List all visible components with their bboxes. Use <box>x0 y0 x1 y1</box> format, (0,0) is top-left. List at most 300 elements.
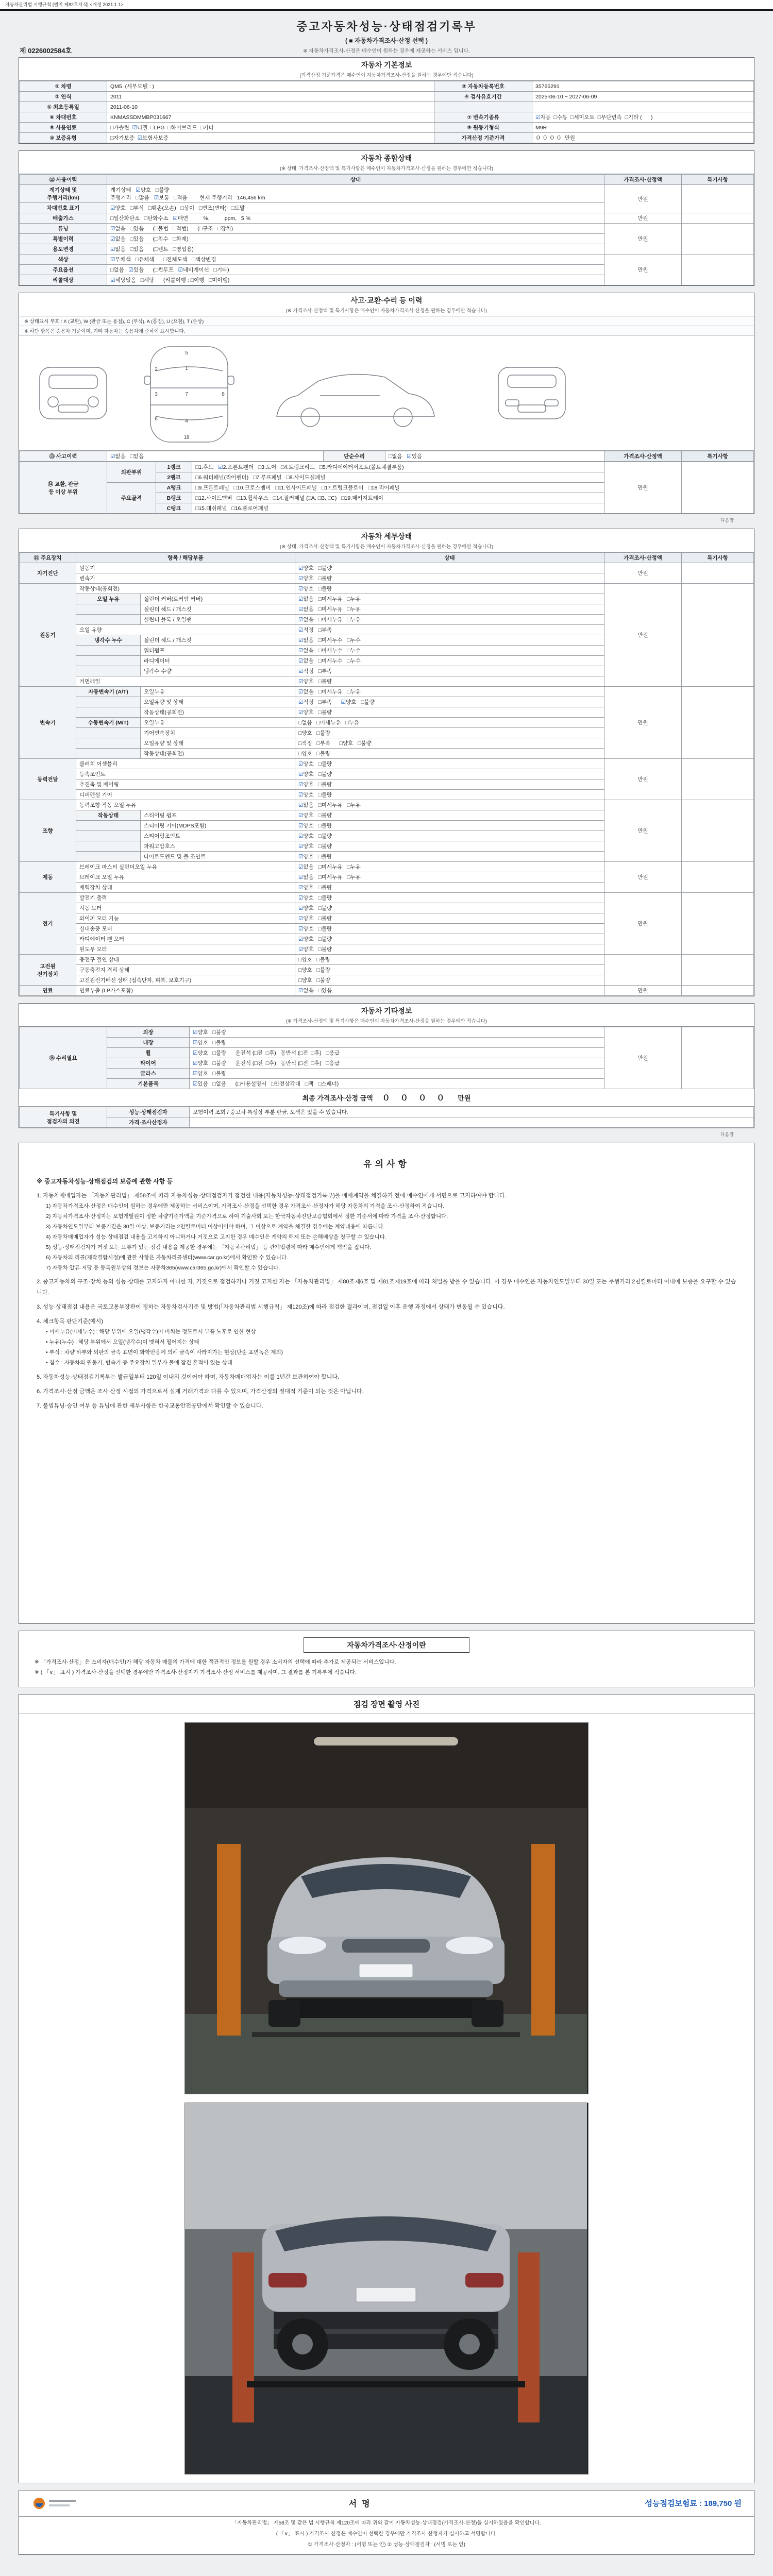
diagram-panel-number: 7 <box>185 392 188 397</box>
notice-line: 7) 자동차 압류·저당 등 등록원부상의 정보는 자동차365(www.car365.go.kr)에서 확인할 수 있습니다. <box>46 1264 280 1271</box>
sub-item-label <box>76 821 141 831</box>
panel-checkboxes: □1.후드 ☑2.프론트펜더 □3.도어 □4.트렁크리드 □5.라디에이터서포트(볼트체결부품) <box>192 462 604 472</box>
basic-info-table <box>19 81 754 143</box>
state-checkboxes: ☑없음 □미세누수 □누수 <box>295 635 604 646</box>
part-name: 오일누유 <box>141 718 295 728</box>
state-checkboxes: ☑양호 □불량 운전석 (□전 □후) 동반석 (□전 □후) □응급 <box>190 1058 604 1069</box>
detail-note: (※ 상태, 가격조사·산정액 및 특기사항은 매수인이 자동차가격조사·산정을 원하는 경우에만 적습니다) <box>19 543 754 552</box>
field-value <box>532 102 754 112</box>
notice-line: 4) 자동차매매업자가 성능·상태점검 내용을 고지하지 아니하거나 거짓으로 고지한 경우 매수인은 계약의 해제 또는 손해배상을 청구할 수 있습니다. <box>46 1233 386 1240</box>
basic-info-note: (가격산정 기준가격은 매수인이 자동차가격조사·산정을 원하는 경우에만 적습니다) <box>19 71 754 81</box>
field-label: ⑥ 차대번호 <box>20 112 107 123</box>
remark-cell <box>682 584 754 687</box>
sub-item-label <box>76 666 141 676</box>
extra-table <box>19 1027 754 1089</box>
state-checkboxes: ☑없음 □미세누유 □누유 <box>295 800 604 810</box>
usage-item-label: 주요옵션 <box>20 265 107 275</box>
notice-line: 3) 자동차인도일부터 보증기간은 30일 이상, 보증거리는 2천킬로미터 이상이어야 하며, 그 이상으로 계약을 체결한 경우에는 계약내용에 따릅니다. <box>46 1223 385 1230</box>
price-cell: 만원 <box>604 687 682 759</box>
remark-cell <box>682 955 754 986</box>
accident-note: (※ 가격조사·산정액 및 특기사항은 매수인이 자동차가격조사·산정을 원하는 경우에만 적습니다) <box>19 307 754 316</box>
exchange-parts-table <box>19 462 754 514</box>
sub-item-label <box>76 615 141 625</box>
price-cell: 만원 <box>604 800 682 862</box>
overall-table <box>19 174 754 285</box>
part-name: 윈도우 모터 <box>76 944 295 955</box>
remark-cell <box>682 185 754 213</box>
panel-group-label: 외판부위 <box>107 462 156 483</box>
part-name: 스티어링 기어(MDPS포함) <box>141 821 295 831</box>
item-label: 글라스 <box>107 1069 190 1079</box>
usage-item-label: 차대번호 표기 <box>20 203 107 213</box>
state-checkboxes: ☑없음 □미세누수 □누수 <box>295 646 604 656</box>
part-name: 냉각수 수량 <box>141 666 295 676</box>
opinion-author-label: 가격·조사산정자 <box>107 1117 190 1128</box>
sub-item-label <box>76 841 141 852</box>
device-label: 변속기 <box>20 687 76 759</box>
field-value: ０ ０ ０ ０ 만원 <box>532 133 754 143</box>
state-checkboxes: ☑무채색 □유채색 □전체도색 □색상변경 <box>107 255 604 265</box>
page-title: 중고자동차성능·상태점검기록부 <box>296 20 477 33</box>
section-basic-info <box>19 57 754 144</box>
notice-line: • 누유(누수) : 해당 부위에서 오일(냉각수)이 맺혀서 떨어지는 상태 <box>46 1338 199 1345</box>
field-value: M9R <box>532 123 754 133</box>
column-header: 가격조사·산정액 <box>604 175 682 185</box>
remark-cell <box>682 224 754 255</box>
sub-item-label: 냉각수 누수 <box>76 635 141 646</box>
column-header: ⑮ 주요장치 <box>20 553 76 563</box>
part-name: 파워고압호스 <box>141 841 295 852</box>
opinion-text: 보험이력 조회 / 중고차 특성상 부분 판금, 도색은 있을 수 있습니다. <box>190 1107 754 1117</box>
price-cell: 만원 <box>604 862 682 893</box>
part-name: 오일누유 <box>141 687 295 697</box>
field-value: □자가보증 ☑보험사보증 <box>107 133 434 143</box>
sub-item-label <box>76 852 141 862</box>
state-checkboxes: ☑양호 □불량 <box>295 810 604 821</box>
part-name: 작동상태(공회전) <box>141 707 295 718</box>
device-label: 자기진단 <box>20 563 76 584</box>
field-value: QM5 (세부모델 : ) <box>107 81 434 92</box>
notice-line: 3. 성능·상태점검 내용은 국토교통부장관이 정하는 자동차검사기준 및 방법(「자동차관리법 시행규칙」 제120조)에 따라 점검한 결과이며, 점검일 이후 운행 과정에서 상태가 변동될 수 있습니다. <box>37 1304 505 1311</box>
notice-line: 6) 자동차의 리콜(제작결함시정)에 관한 사항은 자동차리콜센터(www.car.go.kr)에서 확인할 수 있습니다. <box>46 1254 288 1261</box>
remark-cell <box>682 462 754 514</box>
part-name: 배력장치 상태 <box>76 883 295 893</box>
part-name: 구동축전지 격리 상태 <box>76 965 295 975</box>
part-name: 브레이크 마스터 실린더오일 누유 <box>76 862 295 872</box>
part-name: 클러치 어셈블리 <box>76 759 295 769</box>
photo-rear-underbody <box>185 2103 587 2474</box>
sub-item-label <box>76 707 141 718</box>
part-name: 시동 모터 <box>76 903 295 913</box>
section-inspection-photos <box>19 1694 754 2483</box>
price-cell: 만원 <box>604 213 682 224</box>
column-header: 특기사항 <box>682 553 754 563</box>
price-column-header: 가격조사·산정액 <box>604 451 682 462</box>
state-checkboxes: ☑양호 □불량 <box>295 841 604 852</box>
state-checkboxes: ☑양호 □불량 <box>190 1038 604 1048</box>
sub-item-label <box>76 646 141 656</box>
panel-checkboxes: □6.쿼터패널(리어펜더) □7.루프패널 □8.사이드실패널 <box>192 472 604 483</box>
state-checkboxes: ☑양호 □불량 <box>295 676 604 687</box>
accident-history-table <box>19 451 754 462</box>
usage-item-label: 색상 <box>20 255 107 265</box>
device-label: 전기 <box>20 893 76 955</box>
premium-value: 189,750 원 <box>704 2499 742 2509</box>
item-label: 휠 <box>107 1048 190 1058</box>
state-checkboxes: ☑양호 □불량 <box>295 769 604 779</box>
item-label: 타이어 <box>107 1058 190 1069</box>
part-name: 발전기 출력 <box>76 893 295 903</box>
state-checkboxes: ☑양호 □불량 <box>190 1069 604 1079</box>
price-cell: 만원 <box>604 224 682 255</box>
device-label: 원동기 <box>20 584 76 687</box>
part-name: 오일유량 및 상태 <box>141 697 295 707</box>
part-name: 작동상태(공회전) <box>76 584 295 594</box>
notice-line: • 부식 : 차량 하부와 외판의 금속 표면이 화학반응에 의해 금속이 사라져가는 현상(단순 표면녹은 제외) <box>46 1349 283 1355</box>
accident-title: 사고·교환·수리 등 이력 <box>19 293 754 307</box>
part-name: 충전구 절연 상태 <box>76 955 295 965</box>
notice-line: 5. 자동차성능·상태점검기록부는 발급일부터 120일 이내의 것이어야 하며, 자동차매매업자는 이를 1년간 보관하여야 합니다. <box>37 1374 340 1380</box>
document-number: 제 0226002584호 <box>20 47 72 55</box>
state-checkboxes: □양호 □불량 <box>295 965 604 975</box>
panel-group-label: 주요골격 <box>107 483 156 514</box>
next-page-marker: 다음장 <box>720 518 734 523</box>
sub-item-label <box>76 697 141 707</box>
remark-cell <box>682 759 754 800</box>
part-name: 동력조향 작동 오일 누유 <box>76 800 295 810</box>
diagram-panel-number: 4 <box>185 418 188 424</box>
diagram-panel-number: 6 <box>155 416 158 422</box>
state-checkboxes: ☑양호 □불량 <box>295 944 604 955</box>
device-label: 제동 <box>20 862 76 893</box>
section-overall-condition <box>19 150 754 286</box>
device-label: 고전원 전기장치 <box>20 955 76 986</box>
notice-line: 5) 성능·상태점검자가 거짓 또는 오류가 있는 점검 내용을 제공한 경우에는 「자동차관리법」 등 관계법령에 따라 매수인에게 책임을 집니다. <box>46 1244 372 1250</box>
usage-item-label: 특별이력 <box>20 234 107 244</box>
field-value: □가솔린 ☑디젤 □LPG □하이브리드 □기타 <box>107 123 434 133</box>
state-checkboxes: ☑양호 □불량 <box>190 1027 604 1038</box>
state-code-legend: ※ 상태표시 부호 : X (교환), W (판금 또는 용접), C (부식), A (흠집), U (요철), T (손상) <box>19 316 754 326</box>
state-checkboxes: ☑있음 □없음 (□사용설명서 □안전삼각대 □잭 □스패너) <box>190 1079 604 1089</box>
part-name: 실린더 커버(로커암 커버) <box>141 594 295 604</box>
state-checkboxes: ☑없음 □있음 (□렌트 □영업용) <box>107 244 604 255</box>
device-label: 동력전달 <box>20 759 76 800</box>
opinion-author-label: 성능·상태점검자 <box>107 1107 190 1117</box>
notice-line: 7. 불법튜닝·승인 여부 등 튜닝에 관한 세부사항은 한국교통안전공단에서 확인할 수 있습니다. <box>37 1402 263 1409</box>
state-checkboxes: ☑양호 □불량 운전석 (□전 □후) 동반석 (□전 □후) □응급 <box>190 1048 604 1058</box>
state-checkboxes: ☑없음 □미세누유 □누유 <box>295 594 604 604</box>
field-value: 2025-06-10 ~ 2027-06-09 <box>532 92 754 102</box>
sub-item-label: 자동변속기 (A/T) <box>76 687 141 697</box>
price-survey-lines <box>35 1658 738 1677</box>
remark-cell <box>682 862 754 893</box>
inspector-opinion-table <box>19 1107 754 1128</box>
field-label: ⑩ 보증유형 <box>20 133 107 143</box>
rank-label: B랭크 <box>156 493 192 503</box>
accident-history-state: ☑없음 □있음 <box>107 451 324 462</box>
price-survey-signature-note: ( 「∨」 표시 ) 가격조사·산정은 매수인이 선택한 경우에만 가격조사·산정자가 실시하고 서명합니다. <box>276 2531 497 2537</box>
state-checkboxes: ☑양호 □불량 <box>295 913 604 924</box>
detail-title: 자동차 세부상태 <box>19 529 754 543</box>
inspection-photo-1 <box>184 1722 589 2094</box>
exchange-section-label: ⑭ 교환, 판금 등 이상 부위 <box>20 462 107 514</box>
remark-cell <box>682 213 754 224</box>
usage-item-label: 배출가스 <box>20 213 107 224</box>
column-header: 항목 / 해당부품 <box>76 553 295 563</box>
part-name: 스티어링 펌프 <box>141 810 295 821</box>
column-header: 특기사항 <box>682 175 754 185</box>
diagram-panel-number: 18 <box>183 435 190 440</box>
field-value: KNMASSDMMBP031667 <box>107 112 434 123</box>
state-checkboxes: ☑없음 □있음 (□침수 □화재) <box>107 234 604 244</box>
field-label <box>434 102 532 112</box>
notices-list <box>37 1191 736 1411</box>
state-checkboxes: ☑양호 □불량 <box>295 563 604 573</box>
state-checkboxes: ☑양호 □불량 <box>295 883 604 893</box>
section-signature <box>19 2490 754 2555</box>
vehicle-damage-diagram <box>19 336 754 451</box>
opinion-text <box>190 1117 754 1128</box>
diagram-panel-number: 1 <box>185 366 188 371</box>
part-name: 브레이크 오일 누유 <box>76 872 295 883</box>
field-label: ① 차명 <box>20 81 107 92</box>
panel-checkboxes: □12.사이드멤버 □13.휠하우스 □14.필러패널 (□A, □B, □C) □19.패키지트레이 <box>192 493 604 503</box>
remark-cell <box>682 893 754 955</box>
state-checkboxes: ☑해당없음 □해당 (리콜이행 : □이행 □미이행) <box>107 275 604 285</box>
final-price-unit: 만원 <box>458 1094 471 1102</box>
diagram-panel-number: 3 <box>155 392 158 397</box>
part-name: 변속기 <box>76 573 295 584</box>
state-checkboxes: □양호 □불량 <box>295 749 604 759</box>
accident-history-label: ⑬ 사고이력 <box>20 451 107 462</box>
column-header: 가격조사·산정액 <box>604 553 682 563</box>
signature-heading: 서명 <box>348 2500 375 2509</box>
state-checkboxes: ☑없음 □미세누유 □누유 <box>295 604 604 615</box>
diagram-panel-number: 2 <box>155 367 158 372</box>
state-checkboxes: ☑없음 □있음 <box>295 986 604 996</box>
part-name: 와이퍼 모터 기능 <box>76 913 295 924</box>
final-price-value: ０ ０ ０ ０ <box>382 1094 449 1103</box>
rank-label: 1랭크 <box>156 462 192 472</box>
detail-table <box>19 552 754 996</box>
state-checkboxes: ☑적정 □부족 ☑양호 □불량 <box>295 697 604 707</box>
notice-line: • 침수 : 자동차의 원동기, 변속기 등 주요장치 일부가 물에 잠긴 흔적이 있는 상태 <box>46 1359 232 1366</box>
signer-lines: ① 가격조사·산정자 : (서명 또는 인) ② 성능·상태점검자 : (서명 또는 인) <box>308 2541 465 2548</box>
sub-item-label <box>76 728 141 738</box>
price-cell: 만원 <box>604 893 682 955</box>
part-name: 고전원전기배선 상태 (접속단자, 피복, 보호기구) <box>76 975 295 986</box>
sub-item-label: 오일 누유 <box>76 594 141 604</box>
vehicle-type-legend: ※ 하단 항목은 승용차 기준이며, 기타 자동차는 승용차에 준하여 표시합니다. <box>19 326 754 336</box>
notice-line: 2. 중고자동차의 구조·장치 등의 성능·상태를 고지하지 아니한 자, 거짓으로 점검하거나 거짓 고지한 자는 「자동차관리법」 제80조제6호 및 제81조제19호에 따라 처벌을 받을 수 있습니다. 이 경우 매수인은 자동차인도일부터 30일 또는 주행거리 2천킬로미터 이내에 보증을 요구할 수 있습니다. <box>37 1279 736 1296</box>
state-checkboxes: □없음 □미세누유 □누유 <box>295 718 604 728</box>
section-accident-history <box>19 293 754 514</box>
panel-checkboxes: □15.대쉬패널 □16.플로어패널 <box>192 503 604 514</box>
field-label: ② 자동차등록번호 <box>434 81 532 92</box>
remark-cell <box>682 563 754 584</box>
field-value: 35765291 <box>532 81 754 92</box>
state-checkboxes: □적정 □부족 □양호 □불량 <box>295 738 604 749</box>
remark-cell <box>682 687 754 759</box>
extra-title: 자동차 기타정보 <box>19 1004 754 1017</box>
part-name: 원동기 <box>76 563 295 573</box>
section-detailed-condition <box>19 529 754 996</box>
notices-title: 유의사항 <box>363 1159 410 1169</box>
car-outline-views <box>19 339 586 447</box>
remark-cell <box>682 800 754 862</box>
state-checkboxes: □양호 □불량 <box>295 728 604 738</box>
part-name: 실린더 헤드 / 개스킷 <box>141 635 295 646</box>
field-label: ④ 검사유효기간 <box>434 92 532 102</box>
document-header <box>19 14 754 57</box>
state-checkboxes: ☑양호 □불량 <box>295 852 604 862</box>
price-cell <box>604 955 682 986</box>
final-price-row <box>19 1089 754 1107</box>
part-name: 작동상태(공회전) <box>141 749 295 759</box>
notice-line: 6. 가격조사·산정 금액은 조사·산정 시점의 가격으로서 실제 거래가격과 다를 수 있으며, 가격산정의 절대적 기준이 되는 것은 아닙니다. <box>37 1388 364 1395</box>
section-notices <box>19 1143 754 1624</box>
opinion-section-label: 특기사항 및 점검자의 의견 <box>20 1107 107 1128</box>
overall-title: 자동차 종합상태 <box>19 151 754 164</box>
state-checkboxes: ☑양호 □불량 <box>295 934 604 944</box>
basic-info-title: 자동차 기본정보 <box>19 58 754 71</box>
notice-line: • 미세누유(미세누수) : 해당 부위에 오일(냉각수)이 비치는 정도로서 부품 노후로 인한 현상 <box>46 1329 256 1335</box>
price-option-subtitle: ( ■ 자동차가격조사·산정 선택 ) <box>345 37 428 44</box>
part-name: 추진축 및 베어링 <box>76 779 295 790</box>
column-header: 상태 <box>107 175 604 185</box>
field-label: 가격산정 기준가격 <box>434 133 532 143</box>
form-reference: 자동차관리법 시행규칙 [별지 제82호서식] <개정 2021.1.1> <box>0 0 773 9</box>
price-cell: 만원 <box>604 759 682 800</box>
state-checkboxes: ☑없음 □미세누유 □누유 <box>295 872 604 883</box>
state-checkboxes: □양호 □불량 <box>295 975 604 986</box>
notices-subtitle: ※ 중고자동차성능·상태점검의 보증에 관한 사항 등 <box>37 1178 173 1185</box>
part-name: 라디에이터 팬 모터 <box>76 934 295 944</box>
simple-repair-state: □없음 ☑있음 <box>385 451 604 462</box>
part-name: 기어변속장치 <box>141 728 295 738</box>
state-checkboxes: ☑양호 □불량 <box>295 924 604 934</box>
inspection-company-logo <box>31 2496 79 2511</box>
price-cell: 만원 <box>604 563 682 584</box>
sub-item-label: 작동상태 <box>76 810 141 821</box>
field-value: ☑자동 □수동 □세미오토 □무단변속 □기타 ( ) <box>532 112 754 123</box>
inspection-photo-2 <box>184 2103 589 2475</box>
price-cell: 만원 <box>604 185 682 213</box>
price-survey-line: ※ 「가격조사·산정」은 소비자(매수인)가 해당 자동차 매물의 가격에 대한 객관적인 정보를 원할 경우 소비자의 선택에 따라 추가로 제공되는 서비스입니다. <box>35 1659 396 1665</box>
item-label: 외장 <box>107 1027 190 1038</box>
state-checkboxes: ☑양호 □불량 <box>295 831 604 841</box>
state-checkboxes: ☑양호 □불량 <box>295 893 604 903</box>
state-checkboxes: ☑양호 □불량 <box>295 573 604 584</box>
remark-cell <box>682 255 754 285</box>
state-checkboxes: □일산화탄소 □탄화수소 ☑매연 %, ppm, 5 % <box>107 213 604 224</box>
state-checkboxes: ☑양호 □부식 □훼손(오손) □상이 □변조(변타) □도말 <box>107 203 604 213</box>
usage-item-label: 계기상태 및 주행거리(km) <box>20 185 107 203</box>
state-checkboxes: ☑적정 □부족 <box>295 625 604 635</box>
overall-note: (※ 상태, 가격조사·산정액 및 특기사항은 매수인이 자동차가격조사·산정을 원하는 경우에만 적습니다) <box>19 164 754 174</box>
repair-needed-label: ⑯ 수리필요 <box>20 1027 107 1089</box>
field-label: ⑨ 원동기형식 <box>434 123 532 133</box>
column-header: 상태 <box>295 553 604 563</box>
diagram-panel-number: 5 <box>185 350 188 356</box>
state-checkboxes: ☑없음 □미세누수 □누수 <box>295 656 604 666</box>
remark-cell <box>682 1027 754 1089</box>
price-option-note: ※ 자동차가격조사·산정은 매수인이 원하는 경우에 제공하는 서비스 입니다. <box>303 48 470 54</box>
state-checkboxes: ☑없음 □미세누유 □누유 <box>295 615 604 625</box>
sub-item-label <box>76 831 141 841</box>
usage-item-label: 리콜대상 <box>20 275 107 285</box>
column-header: ⑫ 사용이력 <box>20 175 107 185</box>
premium-label: 성능점검보험료 : <box>645 2499 702 2509</box>
rank-label: A랭크 <box>156 483 192 493</box>
part-name: 등속조인트 <box>76 769 295 779</box>
state-checkboxes: ☑적정 □부족 <box>295 666 604 676</box>
panel-checkboxes: □9.프론트패널 □10.크로스멤버 □11.인사이드패널 □17.트렁크플로어 □18.리어패널 <box>192 483 604 493</box>
diagram-panel-number: 8 <box>222 392 225 397</box>
sub-item-label <box>76 738 141 749</box>
notice-line: 4. 체크항목 판단기준(예시) <box>37 1318 103 1325</box>
notice-line: 1) 자동차가격조사·산정은 매수인이 원하는 경우에만 제공하는 서비스이며, 가격조사·산정을 선택한 경우 가격조사·산정자가 해당 자동차의 가격을 조사·산정하여 적습니다. <box>46 1202 444 1209</box>
usage-item-label: 용도변경 <box>20 244 107 255</box>
part-name: 타이로드엔드 및 볼 조인트 <box>141 852 295 862</box>
state-checkboxes: ☑양호 □불량 <box>295 779 604 790</box>
legal-confirmation-line: 「자동차관리법」 제58조 및 같은 법 시행규칙 제120조에 따라 위와 같이 자동차성능·상태점검(가격조사·산정)을 실시하였음을 확인합니다. <box>232 2520 541 2526</box>
price-cell: 만원 <box>604 1027 682 1089</box>
item-label: 기본품목 <box>107 1079 190 1089</box>
price-survey-line: ※ ( 「∨」 표시 ) 가격조사·산정을 선택한 경우에만 가격조사·산정자가 가격조사·산정 서비스를 제공하며, 그 결과를 본 기록부에 적습니다. <box>35 1669 357 1675</box>
sub-item-label <box>76 604 141 615</box>
price-cell: 만원 <box>604 584 682 687</box>
sub-item-label <box>76 656 141 666</box>
part-name: 실린더 블록 / 오일팬 <box>141 615 295 625</box>
rank-label: C랭크 <box>156 503 192 514</box>
field-label: ③ 연식 <box>20 92 107 102</box>
device-label: 연료 <box>20 986 76 996</box>
photos-title: 점검 장면 촬영 사진 <box>19 1694 754 1714</box>
usage-item-label: 튜닝 <box>20 224 107 234</box>
state-checkboxes: ☑양호 □불량 <box>295 584 604 594</box>
state-checkboxes: ☑양호 □불량 <box>295 759 604 769</box>
simple-repair-label: 단순수리 <box>324 451 385 462</box>
rank-label: 2랭크 <box>156 472 192 483</box>
part-name: 워터펌프 <box>141 646 295 656</box>
price-survey-title: 자동차가격조사·산정이란 <box>304 1637 469 1653</box>
notice-line: 2) 자동차가격조사·산정자는 보험개발원이 정한 차량기준가액을 기준가격으로 하여 기술사회 또는 한국자동차진단보증협회에서 정한 기준서에 따라 가격을 조사·산정합니다. <box>46 1213 448 1219</box>
section-price-survey-info <box>19 1631 754 1687</box>
state-checkboxes: ☑양호 □불량 <box>295 790 604 800</box>
part-name: 연료누출 (LP가스포함) <box>76 986 295 996</box>
photo-front-underbody <box>185 1723 587 2094</box>
item-label: 내장 <box>107 1038 190 1048</box>
state-checkboxes: ☑없음 □미세누유 □누유 <box>295 687 604 697</box>
field-label: ⑧ 사용연료 <box>20 123 107 133</box>
part-name: 실내송풍 모터 <box>76 924 295 934</box>
price-cell: 만원 <box>604 462 682 514</box>
extra-note: (※ 가격조사·산정액 및 특기사항은 매수인이 자동차가격조사·산정을 원하는 경우에만 적습니다) <box>19 1017 754 1027</box>
state-checkboxes: ☑없음 □있음 (□불법 □적법) (□구조 □장치) <box>107 224 604 234</box>
price-cell: 만원 <box>604 255 682 285</box>
state-checkboxes: 계기상태 ☑양호 □불량 주행거리 □많음 ☑보통 □적음 현재 주행거리 146,456 km <box>107 185 604 203</box>
state-checkboxes: □없음 ☑있음 (□썬루프 ☑네비게이션 □기타) <box>107 265 604 275</box>
state-checkboxes: ☑양호 □불량 <box>295 821 604 831</box>
part-name: 커먼레일 <box>76 676 295 687</box>
sub-item-label <box>76 749 141 759</box>
next-page-marker-2: 다음장 <box>720 1132 734 1137</box>
field-value: 2011-06-10 <box>107 102 434 112</box>
device-label: 조향 <box>20 800 76 862</box>
part-name: 라디에이터 <box>141 656 295 666</box>
remark-column-header: 특기사항 <box>682 451 754 462</box>
